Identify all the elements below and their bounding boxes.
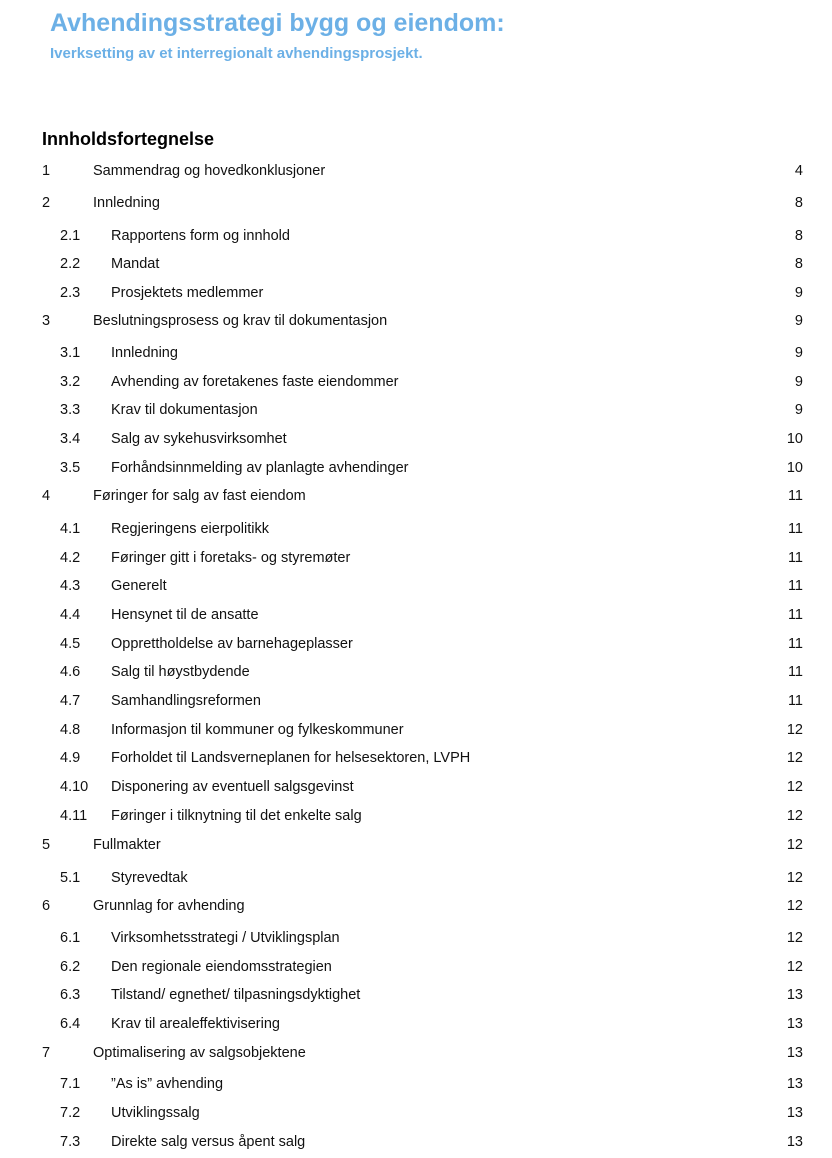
toc-entry-number: 4.7 bbox=[60, 693, 81, 709]
toc-entry-page: 13 bbox=[786, 1105, 803, 1121]
toc-entry[interactable] bbox=[0, 547, 832, 569]
toc-entry-number: 4.8 bbox=[60, 722, 81, 738]
toc-entry-page: 12 bbox=[786, 930, 803, 946]
toc-entry-page: 10 bbox=[786, 431, 803, 447]
toc-entry[interactable] bbox=[0, 192, 832, 214]
toc-entry-page: 12 bbox=[786, 779, 803, 795]
toc-entry[interactable] bbox=[0, 895, 832, 917]
toc-entry[interactable] bbox=[0, 604, 832, 626]
toc-entry-number: 5.1 bbox=[60, 870, 81, 886]
toc-entry-page: 12 bbox=[786, 898, 803, 914]
toc-entry-title: Føringer for salg av fast eiendom bbox=[93, 488, 306, 504]
toc-entry-title: Tilstand/ egnethet/ tilpasningsdyktighet bbox=[111, 987, 361, 1003]
toc-entry-page: 8 bbox=[794, 256, 803, 272]
toc-entry-page: 11 bbox=[787, 607, 803, 623]
toc-entry-number: 6.1 bbox=[60, 930, 81, 946]
toc-entry-number: 7.2 bbox=[60, 1105, 81, 1121]
toc-entry[interactable] bbox=[0, 867, 832, 889]
toc-entry[interactable] bbox=[0, 719, 832, 741]
document-subtitle: Iverksetting av et interregionalt avhendingsprosjekt. bbox=[50, 45, 423, 62]
toc-entry[interactable] bbox=[0, 575, 832, 597]
toc-entry-title: Generelt bbox=[111, 578, 167, 594]
toc-entry-page: 12 bbox=[786, 959, 803, 975]
toc-entry[interactable] bbox=[0, 282, 832, 304]
toc-entry-title: Virksomhetsstrategi / Utviklingsplan bbox=[111, 930, 340, 946]
toc-entry-page: 12 bbox=[786, 750, 803, 766]
toc-entry-page: 11 bbox=[787, 578, 803, 594]
document-title: Avhendingsstrategi bygg og eiendom: bbox=[50, 9, 505, 37]
toc-entry-page: 9 bbox=[794, 313, 803, 329]
toc-entry-title: Regjeringens eierpolitikk bbox=[111, 521, 269, 537]
toc-entry-number: 5 bbox=[42, 837, 51, 853]
toc-entry[interactable] bbox=[0, 1131, 832, 1153]
toc-entry-number: 4.2 bbox=[60, 550, 81, 566]
toc-entry-title: Salg til høystbydende bbox=[111, 664, 250, 680]
toc-entry-title: Innledning bbox=[93, 195, 160, 211]
toc-entry-page: 11 bbox=[787, 521, 803, 537]
toc-entry-title: Forhåndsinnmelding av planlagte avhendinger bbox=[111, 460, 409, 476]
toc-entry-page: 8 bbox=[794, 195, 803, 211]
toc-entry-number: 4.4 bbox=[60, 607, 81, 623]
toc-entry-title: Opprettholdelse av barnehageplasser bbox=[111, 636, 353, 652]
toc-entry-page: 11 bbox=[787, 664, 803, 680]
toc-entry-title: Styrevedtak bbox=[111, 870, 188, 886]
toc-entry[interactable] bbox=[0, 927, 832, 949]
toc-entry-title: Disponering av eventuell salgsgevinst bbox=[111, 779, 354, 795]
toc-entry-page: 12 bbox=[786, 870, 803, 886]
toc-entry[interactable] bbox=[0, 457, 832, 479]
toc-entry[interactable] bbox=[0, 690, 832, 712]
toc-entry[interactable] bbox=[0, 661, 832, 683]
toc-entry-page: 12 bbox=[786, 722, 803, 738]
toc-entry[interactable] bbox=[0, 834, 832, 856]
toc-entry[interactable] bbox=[0, 805, 832, 827]
toc-entry-title: Fullmakter bbox=[93, 837, 161, 853]
toc-entry[interactable] bbox=[0, 776, 832, 798]
toc-entry-number: 4.5 bbox=[60, 636, 81, 652]
toc-entry-page: 8 bbox=[794, 228, 803, 244]
toc-entry[interactable] bbox=[0, 225, 832, 247]
toc-entry-page: 13 bbox=[786, 1016, 803, 1032]
toc-entry[interactable] bbox=[0, 1102, 832, 1124]
toc-entry-number: 4 bbox=[42, 488, 51, 504]
toc-entry-number: 2.2 bbox=[60, 256, 81, 272]
toc-entry-page: 4 bbox=[794, 163, 803, 179]
toc-entry-page: 11 bbox=[787, 636, 803, 652]
toc-entry[interactable] bbox=[0, 518, 832, 540]
toc-entry-page: 13 bbox=[786, 987, 803, 1003]
toc-heading: Innholdsfortegnelse bbox=[42, 129, 215, 149]
toc-entry[interactable] bbox=[0, 1073, 832, 1095]
toc-entry-number: 6 bbox=[42, 898, 51, 914]
toc-entry[interactable] bbox=[0, 747, 832, 769]
toc-entry-number: 4.1 bbox=[60, 521, 81, 537]
toc-entry[interactable] bbox=[0, 399, 832, 421]
toc-entry[interactable] bbox=[0, 1013, 832, 1035]
toc-entry[interactable] bbox=[0, 342, 832, 364]
toc-entry-title: Avhending av foretakenes faste eiendommer bbox=[111, 374, 399, 390]
toc-entry-number: 3.3 bbox=[60, 402, 81, 418]
toc-entry-title: Krav til dokumentasjon bbox=[111, 402, 258, 418]
toc-entry-number: 3 bbox=[42, 313, 51, 329]
toc-entry[interactable] bbox=[0, 1042, 832, 1064]
toc-entry-number: 3.2 bbox=[60, 374, 81, 390]
toc-entry-number: 2.3 bbox=[60, 285, 81, 301]
toc-entry-number: 3.4 bbox=[60, 431, 81, 447]
toc-entry-number: 2.1 bbox=[60, 228, 81, 244]
toc-entry-title: Rapportens form og innhold bbox=[111, 228, 290, 244]
toc-entry[interactable] bbox=[0, 956, 832, 978]
toc-entry-page: 9 bbox=[794, 402, 803, 418]
toc-entry-title: Føringer i tilknytning til det enkelte salg bbox=[111, 808, 362, 824]
toc-entry-title: Direkte salg versus åpent salg bbox=[111, 1134, 306, 1150]
toc-entry-page: 11 bbox=[787, 550, 803, 566]
toc-entry-title: Føringer gitt i foretaks- og styremøter bbox=[111, 550, 351, 566]
toc-entry-title: Sammendrag og hovedkonklusjoner bbox=[93, 163, 326, 179]
toc-entry-title: Optimalisering av salgsobjektene bbox=[93, 1045, 306, 1061]
toc-entry-number: 2 bbox=[42, 195, 51, 211]
toc-entry-page: 12 bbox=[786, 837, 803, 853]
toc-entry-number: 7 bbox=[42, 1045, 51, 1061]
toc-entry-number: 3.5 bbox=[60, 460, 81, 476]
toc-entry[interactable] bbox=[0, 310, 832, 332]
toc-entry[interactable] bbox=[0, 485, 832, 507]
toc-entry-title: Grunnlag for avhending bbox=[93, 898, 245, 914]
toc-entry-page: 9 bbox=[794, 345, 803, 361]
toc-entry[interactable] bbox=[0, 160, 832, 182]
toc-entry-page: 9 bbox=[794, 285, 803, 301]
toc-entry-number: 4.9 bbox=[60, 750, 81, 766]
toc-entry-page: 10 bbox=[786, 460, 803, 476]
toc-entry-number: 4.11 bbox=[60, 808, 88, 824]
toc-entry-title: Utviklingssalg bbox=[111, 1105, 200, 1121]
toc-entry[interactable] bbox=[0, 984, 832, 1006]
toc-entry-number: 3.1 bbox=[60, 345, 81, 361]
toc-entry-page: 9 bbox=[794, 374, 803, 390]
toc-entry-title: Informasjon til kommuner og fylkeskommuner bbox=[111, 722, 404, 738]
toc-entry-number: 6.3 bbox=[60, 987, 81, 1003]
toc-entry-title: Beslutningsprosess og krav til dokumentasjon bbox=[93, 313, 388, 329]
toc-entry-number: 4.10 bbox=[60, 779, 89, 795]
toc-entry[interactable] bbox=[0, 371, 832, 393]
toc-entry-page: 11 bbox=[787, 488, 803, 504]
toc-entry-number: 4.6 bbox=[60, 664, 81, 680]
toc-entry-title: Innledning bbox=[111, 345, 178, 361]
toc-entry-title: Prosjektets medlemmer bbox=[111, 285, 264, 301]
toc-entry-number: 6.2 bbox=[60, 959, 81, 975]
toc-entry[interactable] bbox=[0, 633, 832, 655]
toc-entry-title: Den regionale eiendomsstrategien bbox=[111, 959, 332, 975]
toc-entry-title: Mandat bbox=[111, 256, 160, 272]
toc-entry-page: 13 bbox=[786, 1045, 803, 1061]
toc-entry-number: 7.1 bbox=[60, 1076, 81, 1092]
toc-entry-number: 6.4 bbox=[60, 1016, 81, 1032]
toc-entry-page: 13 bbox=[786, 1076, 803, 1092]
toc-entry[interactable] bbox=[0, 428, 832, 450]
toc-entry-title: Samhandlingsreformen bbox=[111, 693, 261, 709]
toc-entry-number: 4.3 bbox=[60, 578, 81, 594]
toc-entry-title: ”As is” avhending bbox=[111, 1076, 224, 1092]
toc-entry-title: Hensynet til de ansatte bbox=[111, 607, 259, 623]
toc-entry-page: 12 bbox=[786, 808, 803, 824]
toc-entry-title: Krav til arealeffektivisering bbox=[111, 1016, 280, 1032]
toc-entry-number: 7.3 bbox=[60, 1134, 81, 1150]
toc-entry-title: Salg av sykehusvirksomhet bbox=[111, 431, 287, 447]
toc-entry-number: 1 bbox=[42, 163, 51, 179]
toc-entry-page: 13 bbox=[786, 1134, 803, 1150]
toc-entry-title: Forholdet til Landsverneplanen for helsesektoren, LVPH bbox=[111, 750, 471, 766]
toc-entry[interactable] bbox=[0, 253, 832, 275]
toc-entry-page: 11 bbox=[787, 693, 803, 709]
